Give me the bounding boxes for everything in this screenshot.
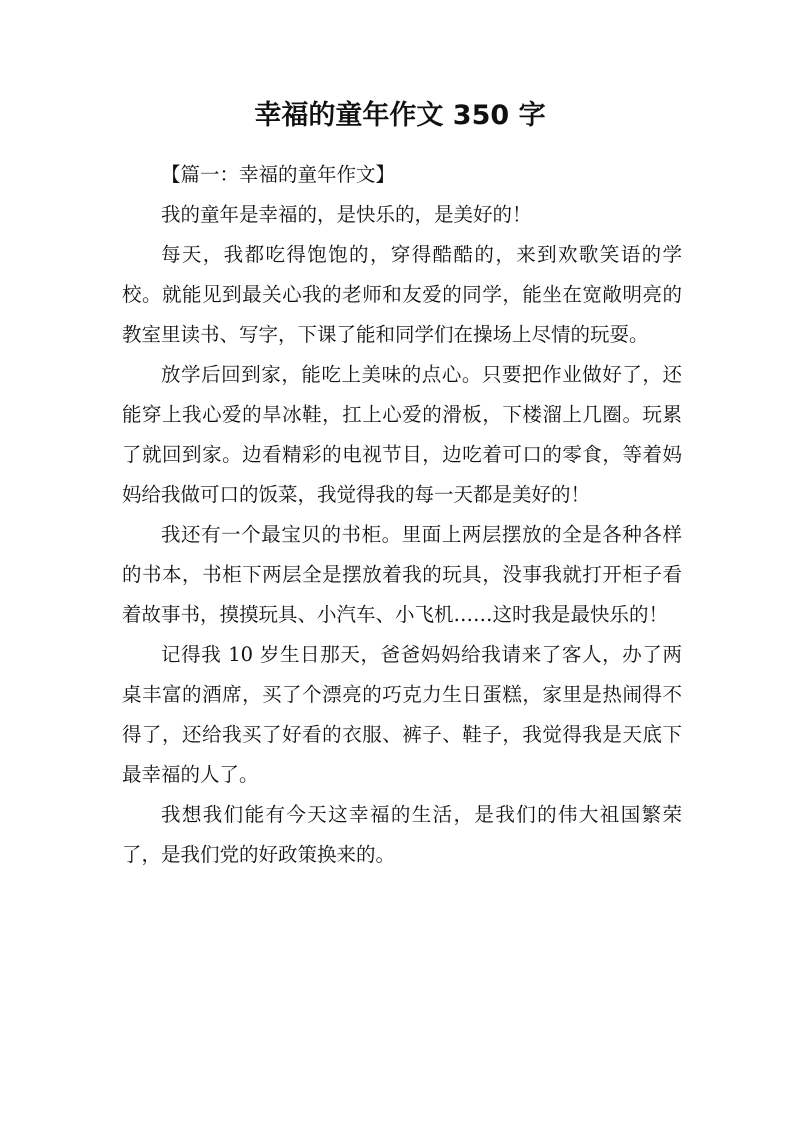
- paragraph-1: 我的童年是幸福的，是快乐的，是美好的！: [161, 203, 532, 226]
- section-heading: 【篇一：幸福的童年作文】: [161, 163, 396, 186]
- paragraph-6: 我想我们能有今天这幸福的生活，是我们的伟大祖国繁荣了，是我们党的好政策换来的。: [122, 803, 682, 866]
- document-title: 幸福的童年作文 350 字: [254, 100, 546, 131]
- document-body: [122, 155, 682, 875]
- paragraph-2: 每天，我都吃得饱饱的，穿得酷酷的，来到欢歌笑语的学校。就能见到最关心我的老师和友爱的同学，能坐在宽敞明亮的教室里读书、写字，下课了能和同学们在操场上尽情的玩耍。: [122, 243, 682, 346]
- paragraph-3: 放学后回到家，能吃上美味的点心。只要把作业做好了，还能穿上我心爱的旱冰鞋，扛上心爱的滑板，下楼溜上几圈。玩累了就回到家。边看精彩的电视节目，边吃着可口的零食，等着妈妈给我做可口的饭菜，我觉得我的每一天都是美好的！: [122, 363, 682, 506]
- paragraph-5: 记得我 10 岁生日那天，爸爸妈妈给我请来了客人，办了两桌丰富的酒席，买了个漂亮的巧克力生日蛋糕，家里是热闹得不得了，还给我买了好看的衣服、裤子、鞋子，我觉得我是天底下最幸福的人了。: [122, 643, 682, 786]
- paragraph-4: 我还有一个最宝贝的书柜。里面上两层摆放的全是各种各样的书本，书柜下两层全是摆放着我的玩具，没事我就打开柜子看着故事书，摸摸玩具、小汽车、小飞机……这时我是最快乐的！: [122, 523, 682, 626]
